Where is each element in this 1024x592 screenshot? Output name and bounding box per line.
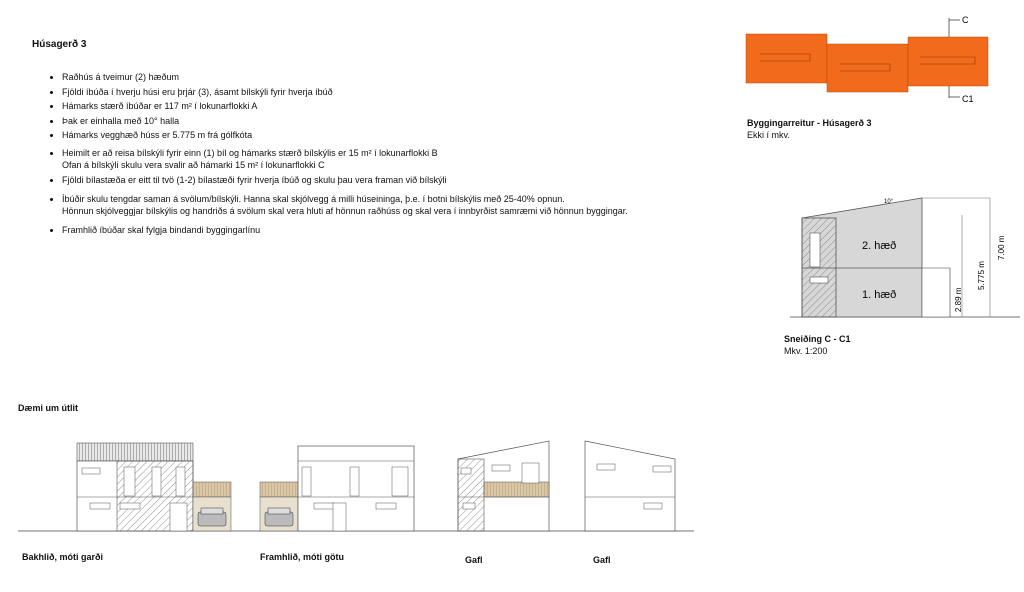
elevation-label-gable-1: Gafl <box>465 555 483 565</box>
rule-item: • Íbúðir skulu tengdar saman á svölum/bílskýli. Hanna skal skjólvegg á milli húseininga, þ.e. í botni bílskýlis með 25-40% opnun. Hönnun skjólveggjar bílskýlis og handriðs á svölum skal vera hluti af hönnun raðhúss og skal vera í innbyrðist samræmi við hönnun byggingar. <box>62 193 742 217</box>
plan-caption <box>747 117 872 141</box>
rule-item: • Fjöldi íbúða í hverju húsi eru þrjár (3), ásamt bílskýli fyrir hverja íbúð <box>62 85 742 100</box>
section-marker-top: C <box>962 15 969 25</box>
rule-item: • Heimilt er að reisa bílskýli fyrir einn (1) bíl og hámarks stærð bílskýlis er 15 m² í lokunarflokki B Ofan á bílskýli skulu vera svalir að hámarki 15 m² í lokunarflokki C <box>62 147 742 171</box>
elevation-label-front: Framhlið, móti götu <box>260 552 344 562</box>
plan-title: Byggingarreitur - Húsagerð 3 <box>747 118 872 128</box>
dim-height-1: 2.89 m <box>954 287 963 312</box>
elevation-label-rear: Bakhlið, móti garði <box>22 552 104 562</box>
dim-height-2: 5.775 m <box>977 261 986 290</box>
rule-item: • Hámarks stærð íbúðar er 117 m² í lokunarflokki A <box>62 99 742 114</box>
section-scale: Mkv. 1:200 <box>784 346 828 356</box>
section-caption <box>784 333 851 357</box>
section-marker-bottom: C1 <box>962 94 974 104</box>
dim-height-3: 7.00 m <box>997 235 1006 260</box>
elevation-gable-2 <box>585 441 675 531</box>
floor2-label: 2. hæð <box>862 240 897 252</box>
section-drawing <box>790 198 1020 317</box>
section-title: Sneiðing C - C1 <box>784 334 851 344</box>
elevation-front <box>260 446 414 531</box>
rule-item: • Framhlið íbúðar skal fylgja bindandi byggingarlínu <box>62 223 742 238</box>
rule-item: • Þak er einhalla með 10° halla <box>62 114 742 129</box>
rule-item: • Fjöldi bílastæða er eitt til tvö (1-2) bílastæði fyrir hverja íbúð og skulu þau vera framan við bílskýli <box>62 173 742 188</box>
floor1-label: 1. hæð <box>862 289 897 301</box>
elevation-label-gable-2: Gafl <box>593 555 611 565</box>
plan-scale: Ekki í mkv. <box>747 130 790 140</box>
building-plan <box>746 15 988 104</box>
examples-title: Dæmi um útlit <box>18 403 78 413</box>
page-title: Húsagerð 3 <box>32 39 87 50</box>
roof-angle-label: 10° <box>884 199 894 205</box>
rule-item: • Hámarks vegghæð húss er 5.775 m frá gólfkóta <box>62 128 742 143</box>
elevation-gable-1 <box>458 441 549 531</box>
elevation-rear <box>77 443 231 531</box>
rule-item: • Raðhús á tveimur (2) hæðum <box>62 70 742 85</box>
